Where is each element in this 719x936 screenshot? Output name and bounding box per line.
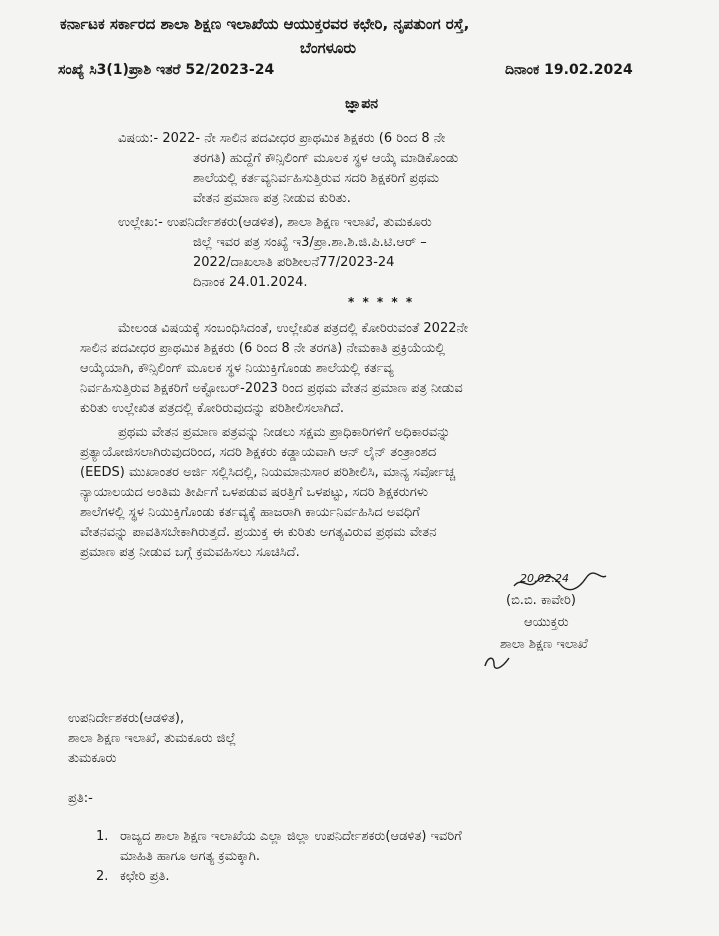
- memo-date: ದಿನಾಂಕ 19.02.2024: [505, 62, 633, 78]
- subject-line: ಶಾಲೆಯಲ್ಲಿ ಕರ್ತವ್ಯನಿರ್ವಹಿಸುತ್ತಿರುವ ಸದರಿ ಶಿಕ್ಷಕರಿಗೆ ಪ್ರಥಮ: [193, 171, 440, 186]
- subject-line: ತರಗತಿ) ಹುದ್ದೆಗೆ ಕೌನ್ಸಿಲಿಂಗ್ ಮೂಲಕ ಸ್ಥಳ ಆಯ್ಕೆ ಮಾಡಿಕೊಂಡು: [193, 151, 459, 166]
- office-header-line2: ಬೆಂಗಳೂರು: [300, 39, 357, 57]
- paragraph-line: ಪ್ರಥಮ ವೇತನ ಪ್ರಮಾಣ ಪತ್ರವನ್ನು ನೀಡಲು ಸಕ್ಷಮ ಪ್ರಾಧಿಕಾರಿಗಳಿಗೆ ಅಧಿಕಾರವನ್ನು: [118, 425, 451, 440]
- paragraph-line: ಪ್ರತ್ಯಾಯೋಜಿಸಲಾಗಿರುವುದರಿಂದ, ಸದರಿ ಶಿಕ್ಷಕರು ಕಡ್ಡಾಯವಾಗಿ ಆನ್ ಲೈನ್ ತಂತ್ರಾಂಶದ: [80, 445, 437, 460]
- copy-item-number: 1.: [96, 829, 109, 844]
- paragraph-line: ವೇತನವನ್ನು ಪಾವತಿಸಬೇಕಾಗಿರುತ್ತದೆ. ಪ್ರಯುಕ್ತ ಈ ಕುರಿತು ಅಗತ್ಯವಿರುವ ಪ್ರಥಮ ವೇತನ: [80, 525, 437, 540]
- recipient-line: ಉಪನಿರ್ದೇಶಕರು(ಆಡಳಿತ),: [68, 711, 185, 726]
- paragraph-line: ಆಯ್ಕೆಯಾಗಿ, ಕೌನ್ಸಿಲಿಂಗ್ ಮೂಲಕ ಸ್ಥಳ ನಿಯುಕ್ತಿಗೊಂಡು ಶಾಲೆಯಲ್ಲಿ ಕರ್ತವ್ಯ: [80, 361, 394, 376]
- memo-title: ಜ್ಞಾಪನ: [345, 96, 379, 112]
- signatory-department: ಶಾಲಾ ಶಿಕ್ಷಣ ಇಲಾಖೆ: [500, 637, 588, 652]
- paragraph-line: ಸಾಲಿನ ಪದವೀಧರ ಪ್ರಾಥಮಿಕ ಶಿಕ್ಷಕರು (6 ರಿಂದ 8 ನೇ ತರಗತಿ) ನೇಮಕಾತಿ ಪ್ರಕ್ರಿಯೆಯಲ್ಲಿ: [80, 341, 446, 356]
- copy-item-line: ಮಾಹಿತಿ ಹಾಗೂ ಅಗತ್ಯ ಕ್ರಮಕ್ಕಾಗಿ.: [120, 849, 261, 864]
- subject-line: ವೇತನ ಪ್ರಮಾಣ ಪತ್ರ ನೀಡುವ ಕುರಿತು.: [193, 191, 351, 206]
- office-header-line1: ಕರ್ನಾಟಕ ಸರ್ಕಾರದ ಶಾಲಾ ಶಿಕ್ಷಣ ಇಲಾಖೆಯ ಆಯುಕ್ತರವರ ಕಛೇರಿ, ನೃಪತುಂಗ ರಸ್ತೆ,: [60, 15, 470, 33]
- separator-stars: * * * * *: [348, 295, 415, 309]
- reference-line: ಉಲ್ಲೇಖ:- ಉಪನಿರ್ದೇಶಕರು(ಆಡಳಿತ), ಶಾಲಾ ಶಿಕ್ಷಣ ಇಲಾಖೆ, ತುಮಕೂರು: [118, 215, 432, 230]
- reference-line: ದಿನಾಂಕ 24.01.2024.: [193, 275, 308, 290]
- copy-item-line: ಕಛೇರಿ ಪ್ರತಿ.: [120, 869, 170, 884]
- reference-line: 2022/ದಾಖಲಾತಿ ಪರಿಶೀಲನೆ77/2023-24: [193, 255, 395, 270]
- copy-item-number: 2.: [96, 869, 109, 884]
- copy-item-line: ರಾಜ್ಯದ ಶಾಲಾ ಶಿಕ್ಷಣ ಇಲಾಖೆಯ ಎಲ್ಲಾ ಜಿಲ್ಲಾ ಉಪನಿರ್ದೇಶಕರು(ಆಡಳಿತ) ಇವರಿಗೆ: [120, 829, 462, 844]
- signatory-designation: ಆಯುಕ್ತರು: [524, 615, 569, 630]
- reference-line: ಜಿಲ್ಲೆ ಇವರ ಪತ್ರ ಸಂಖ್ಯೆ ಇ3/ಪ್ರಾ.ಶಾ.ಶಿ.ಜಿ.ಪಿ.ಟಿ.ಆರ್ –: [193, 235, 427, 250]
- paragraph-line: ಕುರಿತು ಉಲ್ಲೇಖಿತ ಪತ್ರದಲ್ಲಿ ಕೋರಿರುವುದನ್ನು ಪರಿಶೀಲಿಸಲಾಗಿದೆ.: [80, 401, 344, 416]
- paragraph-line: ನಿರ್ವಹಿಸುತ್ತಿರುವ ಶಿಕ್ಷಕರಿಗೆ ಅಕ್ಟೋಬರ್-2023 ರಿಂದ ಪ್ರಥಮ ವೇತನ ಪ್ರಮಾಣ ಪತ್ರ ನೀಡುವ: [80, 381, 463, 396]
- paragraph-line: ನ್ಯಾಯಾಲಯದ ಅಂತಿಮ ತೀರ್ಪಿಗೆ ಒಳಪಡುವ ಷರತ್ತಿಗೆ ಒಳಪಟ್ಟು, ಸದರಿ ಶಿಕ್ಷಕರುಗಳು: [80, 485, 429, 500]
- paragraph-line: (EEDS) ಮುಖಾಂತರ ಅರ್ಜಿ ಸಲ್ಲಿಸಿದಲ್ಲಿ, ನಿಯಮಾನುಸಾರ ಪರಿಶೀಲಿಸಿ, ಮಾನ್ಯ ಸರ್ವೋಚ್ಚ: [80, 465, 456, 480]
- paragraph-line: ಪ್ರಮಾಣ ಪತ್ರ ನೀಡುವ ಬಗ್ಗೆ ಕ್ರಮವಹಿಸಲು ಸೂಚಿಸಿದೆ.: [80, 545, 300, 560]
- signature-handwritten-date: 20.02.24: [520, 572, 569, 585]
- signatory-name: (ಬಿ.ಬಿ. ಕಾವೇರಿ): [506, 593, 576, 608]
- reference-number: ಸಂಖ್ಯೆ ಸಿ3(1)ಪ್ರಾಶಿ ಇತರೆ 52/2023-24: [58, 62, 275, 78]
- subject-line: ವಿಷಯ:- 2022- ನೇ ಸಾಲಿನ ಪದವೀಧರ ಪ್ರಾಥಮಿಕ ಶಿಕ್ಷಕರು (6 ರಿಂದ 8 ನೇ: [118, 131, 446, 146]
- recipient-line: ತುಮಕೂರು: [68, 751, 117, 766]
- paragraph-line: ಶಾಲೆಗಳಲ್ಲಿ ಸ್ಥಳ ನಿಯುಕ್ತಿಗೊಂಡು ಕರ್ತವ್ಯಕ್ಕೆ ಹಾಜರಾಗಿ ಕಾರ್ಯನಿರ್ವಹಿಸಿದ ಅವಧಿಗೆ: [80, 505, 420, 520]
- recipient-line: ಶಾಲಾ ಶಿಕ್ಷಣ ಇಲಾಖೆ, ತುಮಕೂರು ಜಿಲ್ಲೆ: [68, 731, 236, 746]
- paragraph-line: ಮೇಲಂಡ ವಿಷಯಕ್ಕೆ ಸಂಬಂಧಿಸಿದಂತೆ, ಉಲ್ಲೇಖಿತ ಪತ್ರದಲ್ಲಿ ಕೋರಿರುವಂತೆ 2022ನೇ: [118, 321, 468, 336]
- initial-scribble-icon: [482, 652, 512, 672]
- copy-to-label: ಪ್ರತಿ:-: [68, 791, 93, 806]
